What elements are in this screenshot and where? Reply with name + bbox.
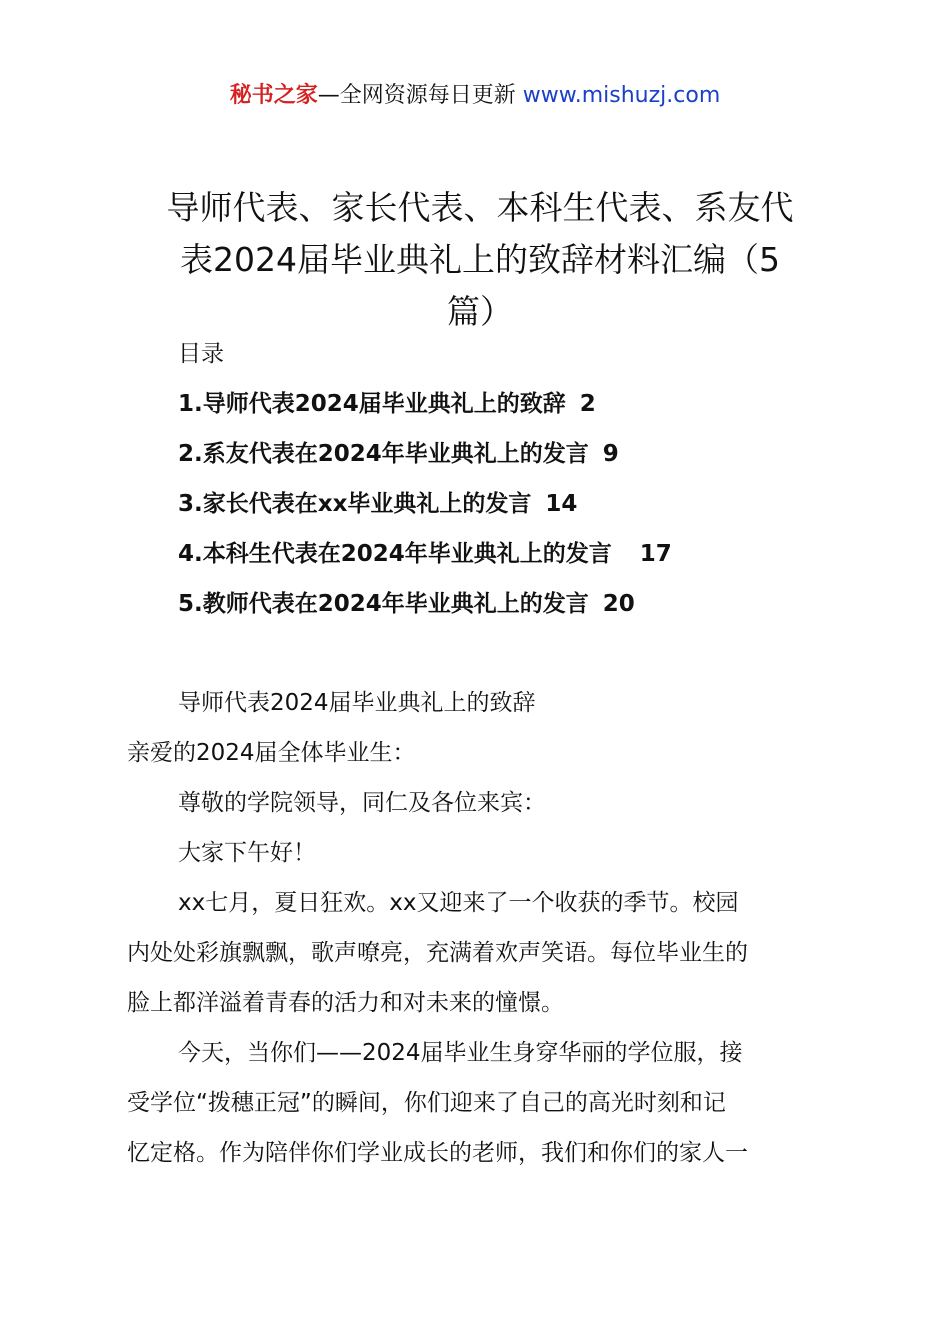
toc-entry[interactable] xyxy=(178,586,818,636)
toc-entry-label: 2.系友代表在2024年毕业典礼上的发言 xyxy=(178,441,589,467)
site-url-link[interactable]: www.mishuzj.com xyxy=(522,83,721,108)
greeting-line: 大家下午好！ xyxy=(178,840,316,866)
header-slogan: —全网资源每日更新 xyxy=(317,83,523,108)
site-header xyxy=(0,80,950,112)
toc-entry-page: 14 xyxy=(545,491,578,517)
toc-entry[interactable] xyxy=(178,386,818,436)
section-title: 导师代表2024届毕业典礼上的致辞 xyxy=(178,690,536,716)
paragraph-line: 受学位“拨穗正冠”的瞬间，你们迎来了自己的高光时刻和记 xyxy=(127,1090,726,1116)
toc-entry-label: 5.教师代表在2024年毕业典礼上的发言 xyxy=(178,591,589,617)
paragraph-line: 忆定格。作为陪伴你们学业成长的老师，我们和你们的家人一 xyxy=(127,1140,748,1166)
toc-entry-label: 3.家长代表在xx毕业典礼上的发言 xyxy=(178,491,532,517)
paragraph-line: 内处处彩旗飘飘，歌声嘹亮，充满着欢声笑语。每位毕业生的 xyxy=(127,940,748,966)
document-body xyxy=(127,678,833,1178)
toc-heading: 目录 xyxy=(178,341,224,367)
table-of-contents xyxy=(178,386,818,636)
toc-entry-page: 17 xyxy=(639,541,672,567)
brand-name: 秘书之家 xyxy=(229,83,318,108)
toc-entry[interactable] xyxy=(178,536,818,586)
title-line: 导师代表、家长代表、本科生代表、系友代 xyxy=(166,188,794,227)
paragraph-line: xx七月，夏日狂欢。xx又迎来了一个收获的季节。校园 xyxy=(178,890,739,916)
title-line: 表2024届毕业典礼上的致辞材料汇编（5 xyxy=(180,240,780,279)
document-title xyxy=(140,182,820,338)
toc-entry-page: 20 xyxy=(602,591,635,617)
paragraph-line: 今天，当你们——2024届毕业生身穿华丽的学位服，接 xyxy=(178,1040,743,1066)
toc-entry[interactable] xyxy=(178,436,818,486)
salutation: 亲爱的2024届全体毕业生： xyxy=(127,740,416,766)
toc-entry[interactable] xyxy=(178,486,818,536)
toc-entry-page: 9 xyxy=(602,441,619,467)
toc-entry-page: 2 xyxy=(579,391,596,417)
greeting-line: 尊敬的学院领导，同仁及各位来宾： xyxy=(178,790,546,816)
title-line: 篇） xyxy=(447,292,513,331)
toc-entry-label: 1.导师代表2024届毕业典礼上的致辞 xyxy=(178,391,566,417)
paragraph-line: 脸上都洋溢着青春的活力和对未来的憧憬。 xyxy=(127,990,564,1016)
toc-entry-label: 4.本科生代表在2024年毕业典礼上的发言 xyxy=(178,541,612,567)
